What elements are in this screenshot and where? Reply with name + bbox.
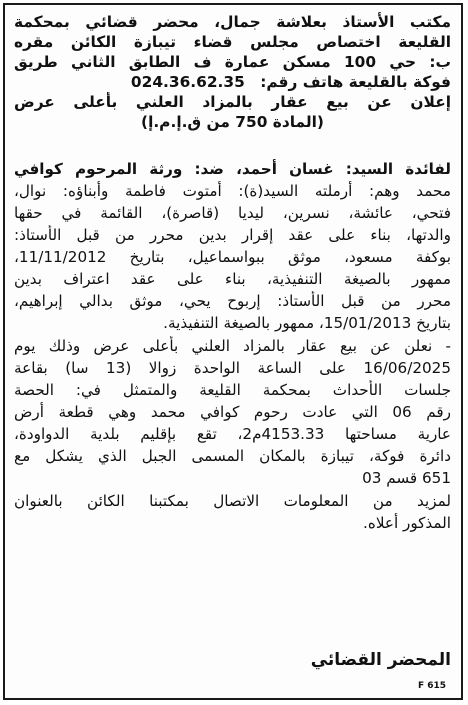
- header-line-4: [14, 72, 451, 92]
- body-line: فتحي، عائشة، نسرين، ليديا (قاصرة)، القائمة في حقها: [14, 204, 451, 222]
- header-line-2: القليعة اختصاص مجلس قضاء تيبازة الكائن مقره: [14, 33, 451, 51]
- body-line: عارية مساحتها 4153.33م2، تقع بإقليم بلدية الدواودة،: [14, 425, 451, 443]
- body-line: 651 قسم 03: [362, 469, 451, 487]
- publication-code: F 615: [418, 681, 447, 691]
- phone-number: 024.36.62.35: [130, 73, 245, 91]
- signature: المحضر القضائي: [310, 650, 451, 670]
- body-line: ممهور بالصيغة التنفيذية، بناء على عقد اعتراف بدين: [14, 270, 451, 288]
- legal-article: (المادة 750 من ق.إ.م.إ): [141, 113, 324, 131]
- header-address-end: فوكة بالقليعة هاتف رقم:: [260, 73, 451, 91]
- body-line: دائرة فوكة، تيبازة بالمكان المسمى الجبل الذي يشكل مع: [14, 447, 451, 465]
- header-line-3: ب: حي 100 مسكن عمارة ف الطابق الثاني طريق: [14, 53, 451, 71]
- body-line: محمد وهم: أرملته السيد(ة): أمتوت فاطمة وأبناؤه: نوال،: [14, 182, 451, 200]
- body-line: - نعلن عن بيع عقار بالمزاد العلني بأعلى عرض وذلك يوم: [14, 337, 451, 355]
- body-line: لمزيد من المعلومات الاتصال بمكتبنا الكائن بالعنوان: [14, 492, 451, 510]
- body-line: محرر من قبل الأستاذ: إربوح يحي، موثق بدالي إبراهيم،: [14, 292, 451, 310]
- notice-title: إعلان عن بيع عقار بالمزاد العلني بأعلى عرض: [14, 93, 451, 111]
- body-line: لفائدة السيد: غسان أحمد، ضد: ورثة المرحوم كوافي: [14, 160, 451, 178]
- body-line: بتاريخ 15/01/2013، ممهور بالصيغة التنفيذية.: [163, 314, 451, 332]
- body-line: 16/06/2025 على الساعة الواحدة زوالا (13 سا) بقاعة: [14, 359, 451, 377]
- body-line: والدتها، بناء على عقد إقرار بدين محرر من قبل الأستاذ:: [14, 226, 451, 244]
- body-line: بوكفة مسعود، موثق ببواسماعيل، بتاريخ 11/11/2012،: [14, 248, 451, 266]
- body-line: رقم 06 التي عادت رحوم كوافي محمد وهي قطعة أرض: [14, 403, 451, 421]
- header-line-1: مكتب الأستاذ بعلاشة جمال، محضر قضائي بمحكمة: [14, 13, 451, 31]
- body-line: المذكور أعلاه.: [363, 514, 451, 532]
- body-line: جلسات الأحداث بمحكمة القليعة والمتمثل في: الحصة: [14, 381, 451, 399]
